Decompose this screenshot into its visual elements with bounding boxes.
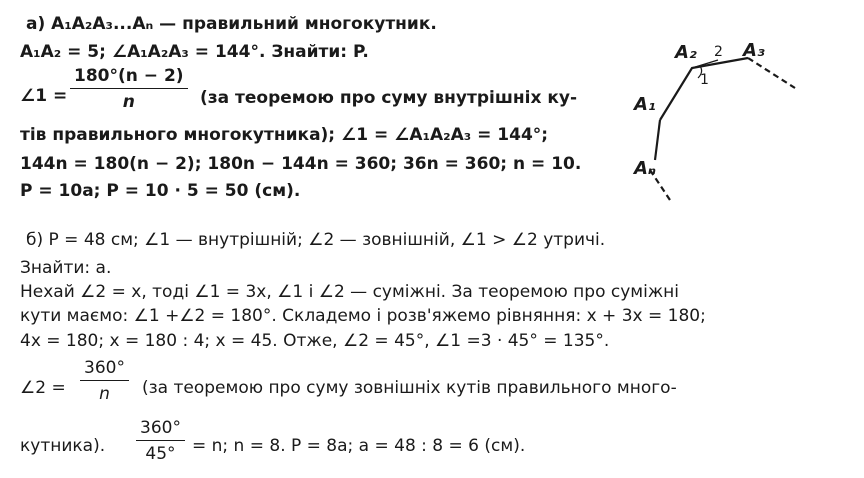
label-a2: A₂: [675, 42, 697, 63]
label-angle-1: 1: [700, 72, 709, 88]
part-a-fraction: [70, 66, 188, 112]
polygon-side-a1-an: [655, 120, 660, 160]
part-b-eq2-lhs: кутника).: [20, 436, 106, 456]
label-an: Aₙ: [634, 158, 657, 179]
part-a-eq-lhs: ∠1 =: [20, 86, 68, 106]
part-b-eq1-denominator: n: [99, 384, 110, 404]
label-a3: A₃: [743, 40, 765, 61]
part-a-line-2: A₁A₂ = 5; ∠A₁A₂A₃ = 144°. Знайти: P.: [20, 42, 369, 62]
part-a-line-1: а) A₁A₂A₃...Aₙ — правильний многокутник.: [26, 14, 437, 34]
part-a-line-5: 144n = 180(n − 2); 180n − 144n = 360; 36n = 360; n = 10.: [20, 154, 582, 174]
part-b-eq2-rhs: = n; n = 8. P = 8a; a = 48 : 8 = 6 (см).: [192, 436, 526, 456]
part-b-line-2: Знайти: a.: [20, 258, 112, 278]
part-b-eq1-lhs: ∠2 =: [20, 378, 66, 398]
part-b-line-1: [26, 230, 605, 250]
part-a-fraction-denominator: n: [122, 92, 135, 112]
part-b-eq2-numerator: 360°: [136, 418, 185, 441]
part-b-line-4: кути маємо: ∠1 +∠2 = 180°. Складемо і розв'яжемо рівняння: x + 3x = 180;: [20, 306, 706, 326]
label-angle-2: 2: [714, 44, 723, 60]
part-a-fraction-numerator: 180°(n − 2): [70, 66, 188, 89]
part-a-line-4: тів правильного многокутника); ∠1 = ∠A₁A₂A₃ = 144°;: [20, 125, 549, 145]
part-b-line-1-text: б) P = 48 см; ∠1 — внутрішній; ∠2 — зовнішній, ∠1 > ∠2 утричі.: [26, 230, 606, 250]
part-b-eq2-denominator: 45°: [145, 444, 176, 464]
part-b-eq2-fraction: [136, 418, 185, 464]
part-b-line-3: Нехай ∠2 = x, тоді ∠1 = 3x, ∠1 і ∠2 — суміжні. За теоремою про суміжні: [20, 282, 679, 302]
part-b-line-5: 4x = 180; x = 180 : 4; x = 45. Отже, ∠2 = 45°, ∠1 =3 · 45° = 135°.: [20, 331, 610, 351]
polygon-sides: [660, 58, 748, 120]
part-b-eq1-numerator: 360°: [80, 358, 129, 381]
part-a-line-6: P = 10a; P = 10 · 5 = 50 (см).: [20, 181, 301, 201]
part-b-eq1-rhs: (за теоремою про суму зовнішніх кутів правильного много-: [142, 378, 677, 398]
part-a-eq-rhs: (за теоремою про суму внутрішніх ку-: [200, 88, 578, 108]
polygon-dashed-right: [748, 58, 795, 88]
label-a1: A₁: [634, 94, 656, 115]
part-b-eq1-fraction: [80, 358, 129, 404]
